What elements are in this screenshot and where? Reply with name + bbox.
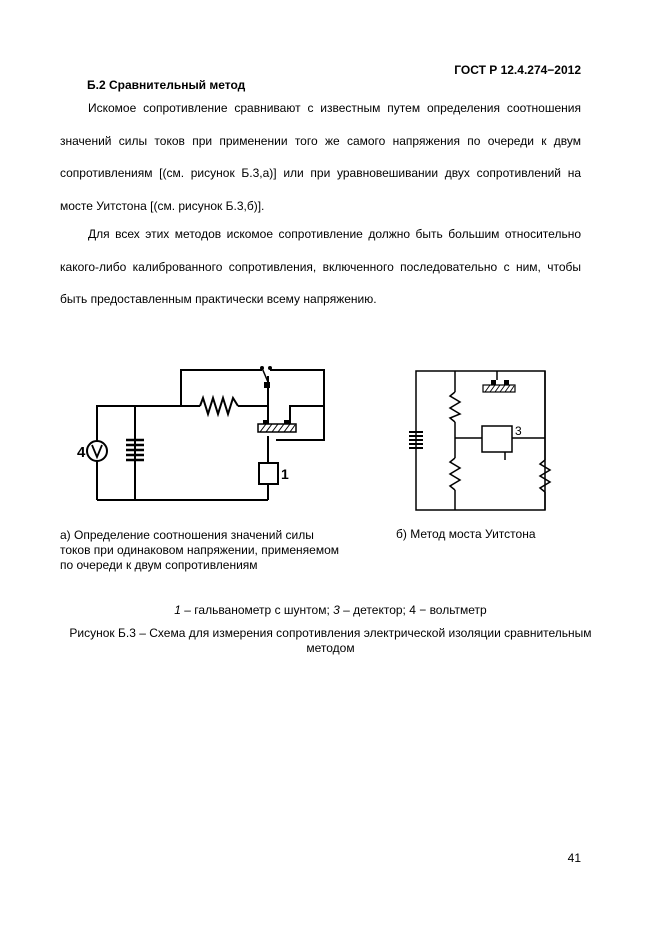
circuit-diagram-b — [395, 360, 560, 515]
caption-a: а) Определение соотношения значений силы токов при одинаковом напряжении, применяемом по очереди к двум сопротивлениям — [60, 528, 339, 572]
galvanometer-icon — [259, 463, 278, 484]
galvanometer-label: 1 — [281, 466, 289, 482]
resistor-upper-left-icon — [450, 392, 460, 422]
resistor-icon — [200, 398, 238, 414]
section-heading: Б.2 Сравнительный метод — [87, 78, 246, 92]
paragraph-2: Для всех этих методов искомое сопротивление должно быть большим относительно какого-либо калиброванного сопротивления, включенного последовательно с ним, чтобы быть предоставленным практически всему напряжению. — [60, 227, 581, 306]
legend-item-3-number: 3 — [333, 603, 340, 617]
caption-b: б) Метод моста Уитстона — [396, 527, 536, 541]
figure-title: Рисунок Б.3 – Схема для измерения сопротивления электрической изоляции сравнительным методом — [69, 626, 592, 655]
legend-item-1-text: – гальванометр с шунтом; — [180, 603, 334, 617]
page-number: 41 — [567, 851, 581, 865]
voltmeter-icon — [87, 441, 107, 461]
paragraph-1: Искомое сопротивление сравнивают с известным путем определения соотношения значений силы токов при применении того же самого напряжения по очереди к двум сопротивлениям [(см. рисунок Б.3,а)] или при уравновешивании двух сопротивлений на мосте Уитстона [(см. рисунок Б.3,б)]. — [60, 101, 581, 213]
detector-icon — [482, 426, 512, 452]
circuit-diagram-a — [70, 355, 340, 515]
legend-item-3-text: – детектор; 4 − вольтметр — [339, 603, 487, 617]
legend-item-1-number: 1 — [174, 603, 181, 617]
calibrated-resistor-icon — [483, 380, 515, 392]
document-code: ГОСТ Р 12.4.274−2012 — [454, 63, 581, 77]
switch-icon — [260, 366, 272, 388]
detector-label: 3 — [515, 424, 522, 438]
voltmeter-label: 4 — [77, 444, 86, 461]
figure-legend — [0, 603, 661, 618]
